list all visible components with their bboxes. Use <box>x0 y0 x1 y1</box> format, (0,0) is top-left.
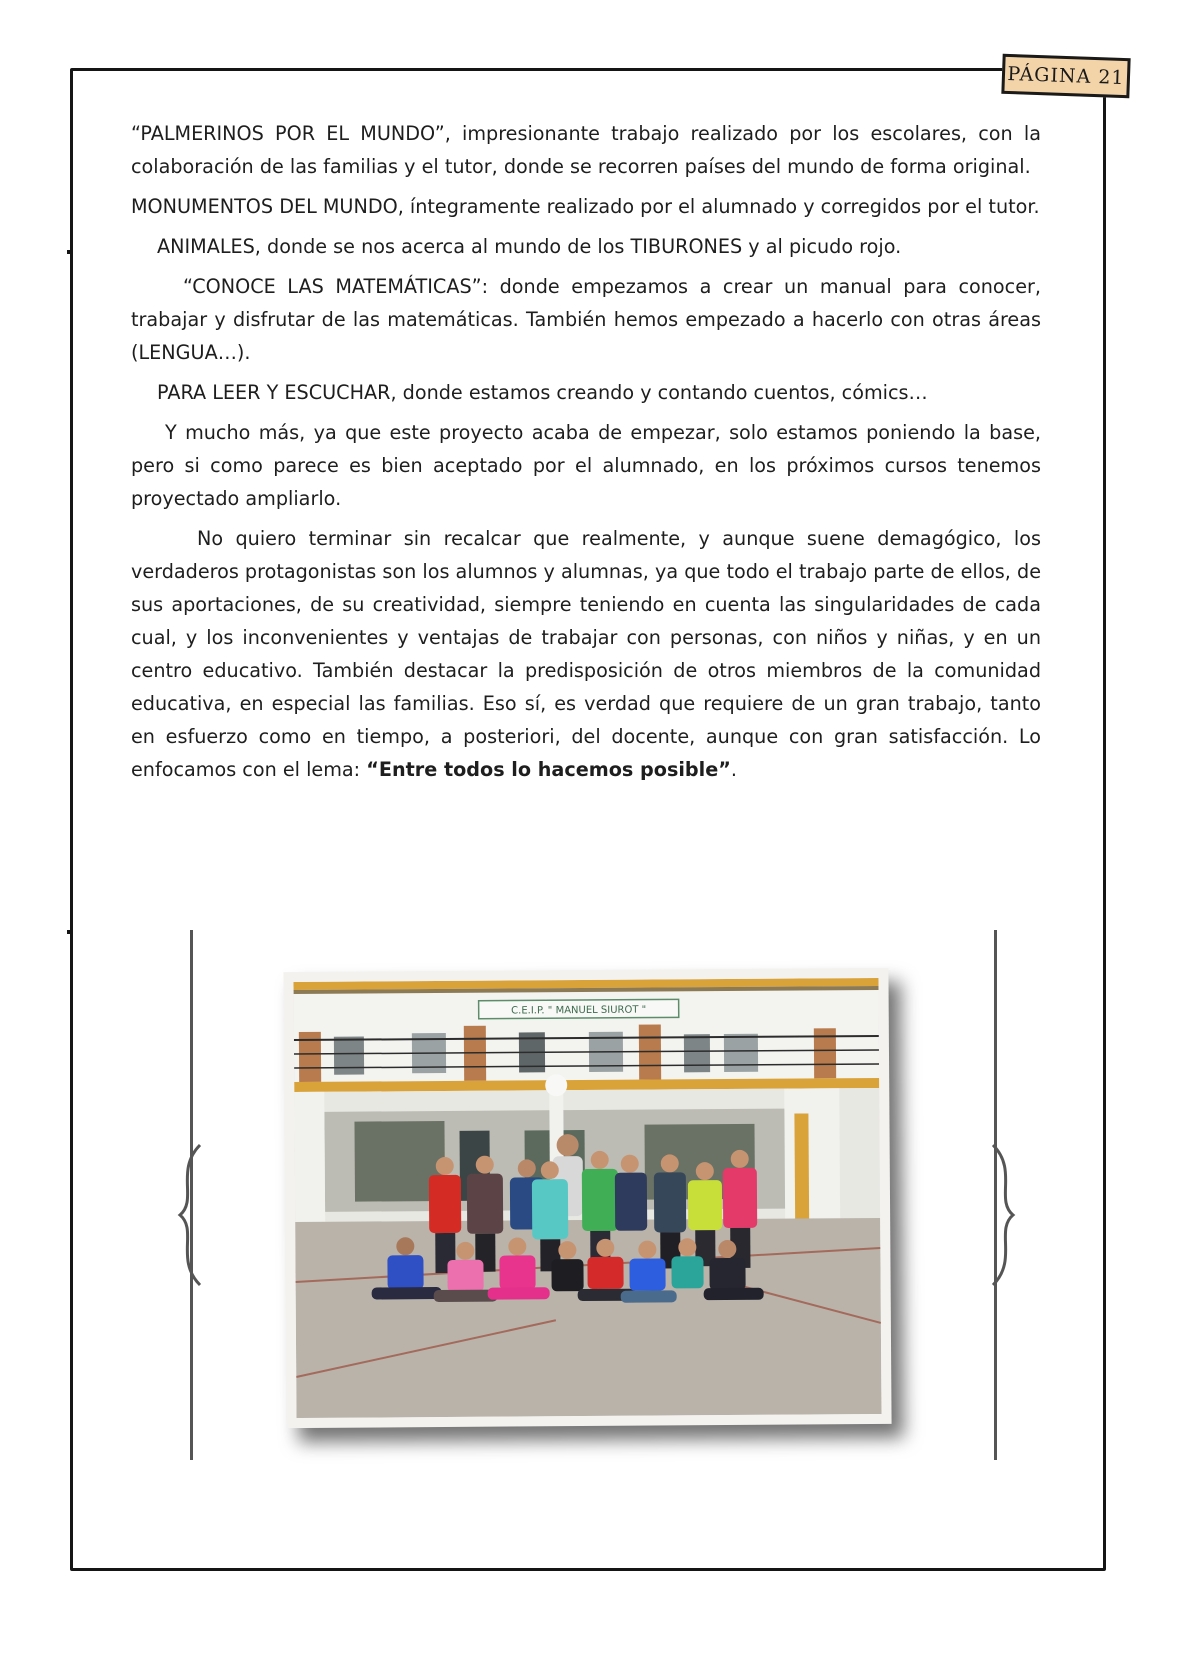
curly-bracket-left-icon <box>170 1140 210 1290</box>
paragraph-animales: ANIMALES, donde se nos acerca al mundo de los TIBURONES y al picudo rojo. <box>157 235 902 258</box>
paragraph-mucho-mas: Y mucho más, ya que este proyecto acaba de empezar, solo estamos poniendo la base, pero si como parece es bien aceptado por el alumnado, en los próximos cursos tenemos proyectado ampliarlo. <box>131 421 1041 510</box>
frame-mark <box>67 930 72 934</box>
paragraph-palmerinos: “PALMERINOS POR EL MUNDO”, impresionante trabajo realizado por los escolares, con la colaboración de las familias y el tutor, donde se recorren países del mundo de forma original. <box>131 122 1041 178</box>
paragraph-monumentos: MONUMENTOS DEL MUNDO, íntegramente realizado por el alumnado y corregidos por el tutor. <box>131 195 1040 218</box>
paragraph-leer-escuchar: PARA LEER Y ESCUCHAR, donde estamos creando y contando cuentos, cómics… <box>157 381 928 404</box>
page-number-label: PÁGINA 21 <box>1007 62 1125 90</box>
class-photo <box>283 968 891 1428</box>
conclusion-text: No quiero terminar sin recalcar que realmente, y aunque suene demagógico, los verdaderos protagonistas son los alumnos y alumnas, ya que todo el trabajo parte de ellos, de sus aportaciones, de su creatividad, siempre teniendo en cuenta las singularidades de cada cual, y los inconvenientes y ventajas de trabajar con personas, con niños y niñas, y en un centro educativo. También destacar la predisposición de otros miembros de la comunidad educativa, en especial las familias. Eso sí, es verdad que requiere de un gran trabajo, tanto en esfuerzo como en tiempo, a posteriori, del docente, aunque con gran satisfacción. Lo enfocamos con el lema: <box>131 527 1041 781</box>
paragraph-matematicas: “CONOCE LAS MATEMÁTICAS”: donde empezamos a crear un manual para conocer, trabajar y disfrutar de las matemáticas. También hemos empezado a hacerlo con otras áreas (LENGUA…). <box>131 275 1041 364</box>
conclusion-end: . <box>730 758 737 781</box>
school-sign: C.E.I.P. " MANUEL SIUROT " <box>511 1004 647 1017</box>
frame-mark <box>67 250 72 254</box>
article-text <box>131 117 1041 793</box>
paragraph-conclusion <box>131 522 1041 786</box>
school-group-photo <box>293 978 881 1418</box>
motto-text: “Entre todos lo hacemos posible” <box>366 758 731 781</box>
page-number-tag <box>1001 54 1130 98</box>
curly-bracket-right-icon <box>985 1140 1025 1290</box>
